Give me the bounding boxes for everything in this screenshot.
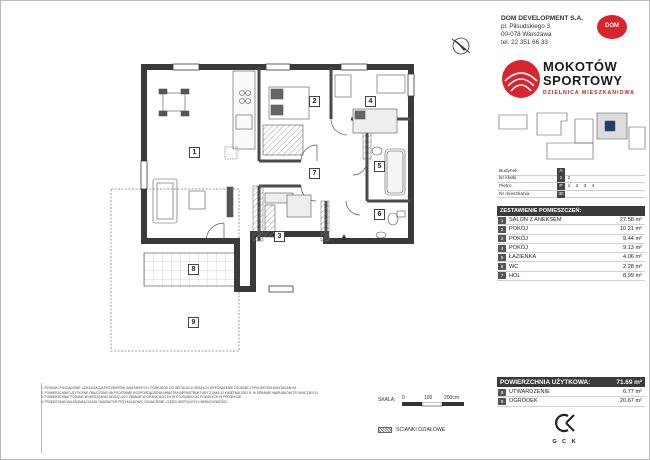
developer-info — [501, 15, 601, 47]
room-label-1: 1 — [189, 147, 200, 158]
room-row — [497, 253, 645, 262]
outdoor-name: UTWARDZENIE — [509, 389, 550, 396]
room-index: 3 — [498, 235, 506, 242]
kitchen-counter — [233, 71, 255, 149]
total-area-value: 71.69 m² — [616, 378, 642, 386]
outdoor-table — [497, 388, 645, 407]
spec-label: Budynek — [499, 168, 518, 174]
room-name: WC — [509, 263, 519, 270]
outdoor-area: 6.77 m² — [623, 389, 642, 396]
room-index: 6 — [498, 263, 506, 270]
spec-cell: 30 — [558, 191, 564, 197]
rooms-header: ZESTAWIENIE POMIESZCZEŃ: — [497, 206, 645, 216]
outdoor-index: 9 — [498, 398, 506, 405]
room-index: 2 — [498, 226, 506, 233]
room-area: 8.99 m² — [623, 272, 642, 279]
floor-plan — [1, 1, 491, 381]
developer-address-2: 00-078 Warszawa — [501, 31, 552, 38]
room-name: POKÓJ — [509, 245, 528, 252]
room-label-7: 7 — [309, 168, 320, 179]
room-name: ŁAZIENKA — [509, 254, 537, 261]
walls-legend — [378, 426, 488, 436]
room-name: SALON Z ANEKSEM — [509, 217, 562, 224]
spec-label: Nr klatki — [499, 176, 517, 182]
scale-bar-graphic — [402, 402, 478, 408]
gck-logo-icon — [554, 413, 576, 433]
walls-legend-swatch — [378, 427, 392, 433]
outdoor-row — [497, 388, 645, 397]
room-label-8: 8 — [188, 264, 199, 275]
developer-name: DOM DEVELOPMENT S.A. — [501, 15, 584, 22]
room-index: 7 — [498, 272, 506, 279]
spec-cell: 2 — [575, 183, 579, 189]
spec-cell: 1 — [557, 175, 565, 182]
spec-cell: A — [557, 168, 565, 175]
note-2: 2. POWIERZCHNIE UŻYTKOWE OBLICZONE NA PODSTAWIE ROZPORZĄDZENIA MINISTRA INFRASTRUKTURY Z DNIA 12 KWIETNIA 2002 R. W SPRAWIE WARUNKÓW TECHNICZNYCH. — [41, 390, 319, 395]
spec-cell: 1 — [567, 183, 571, 189]
scale-min: 0 — [402, 395, 405, 401]
room-area: 4.06 m² — [623, 254, 642, 261]
outdoor-name: OGRÓDEK — [509, 398, 538, 405]
room-row — [497, 262, 645, 271]
spec-cell: 4 — [591, 183, 595, 189]
scale-bar — [378, 393, 488, 413]
developer-address-1: pl. Piłsudskiego 3 — [501, 23, 551, 30]
scale-mid: 100 — [424, 395, 433, 401]
walls-legend-label: ŚCIANKI DZIAŁOWE — [396, 427, 446, 433]
building-key-plan — [497, 109, 647, 163]
room-label-6: 6 — [374, 209, 385, 220]
room-label-4: 4 — [365, 96, 376, 107]
info-panel — [493, 1, 650, 460]
brand-line-2: SPORTOWY — [543, 73, 623, 88]
scale-label: SKALA: — [378, 397, 396, 403]
spec-row-apartment — [497, 191, 645, 199]
total-area-label: POWIERZCHNIA UŻYTKOWA: — [500, 378, 591, 386]
outdoor-area: 20.67 m² — [619, 398, 642, 405]
spec-cell: P — [557, 183, 565, 190]
room-index: 5 — [498, 254, 506, 261]
gck-logo-text: G C K — [552, 439, 578, 445]
floor-plan-drawing — [1, 1, 491, 381]
room-row — [497, 235, 645, 244]
room-row — [497, 225, 645, 234]
bedroom-3-furniture — [265, 193, 311, 237]
brand-line-1: MOKOTÓW — [543, 59, 618, 74]
spec-label: Nr mieszkania — [499, 191, 530, 197]
developer-phone: tel. 22 351 66 33 — [501, 39, 548, 46]
brand-emblem-icon — [501, 59, 541, 99]
spec-row-floor — [497, 183, 645, 191]
room-label-5: 5 — [374, 161, 385, 172]
north-arrow-icon — [452, 38, 470, 54]
room-row — [497, 216, 645, 225]
dining-table — [159, 89, 189, 116]
room-index: 1 — [498, 217, 506, 224]
room-row — [497, 272, 645, 281]
room-area: 27.58 m² — [619, 217, 642, 224]
brand-subtitle: DZIELNICA MIESZKANIOWA — [543, 90, 635, 96]
spec-cell: 2 — [567, 176, 571, 182]
gck-logo — [545, 413, 585, 449]
scale-max: 200cm — [444, 395, 460, 401]
room-name: HOL — [509, 272, 521, 279]
outdoor-row — [497, 397, 645, 406]
room-area: 10.21 m² — [619, 226, 642, 233]
dom-logo: DOM — [597, 15, 627, 39]
room-name: POKÓJ — [509, 235, 528, 242]
spec-label: Piętro — [499, 183, 512, 189]
outdoor-index: 8 — [498, 389, 506, 396]
entrance-arrow — [341, 234, 347, 240]
note-4: 4. PRZEDSTAWIONA ARANŻACJA MA CHARAKTER PRZYKŁADOWY, OZNACZENIE CZĘŚCI WSPÓLNYCH NIERUCHOMOŚCI. — [41, 400, 228, 405]
spec-cell: 3 — [583, 183, 587, 189]
room-label-3: 3 — [274, 231, 285, 242]
brand-logo — [501, 57, 641, 105]
room-index: 4 — [498, 245, 506, 252]
room-name: POKÓJ — [509, 226, 528, 233]
room-label-2: 2 — [309, 96, 320, 107]
rooms-table — [497, 206, 645, 281]
room-label-9: 9 — [188, 317, 199, 328]
bedroom-2-furniture — [263, 87, 309, 155]
note-1: 1. RYSUNKI POGLĄDOWE. LOKALIZACJA PRZYBORÓW SANITARNYCH, PODEJŚCIE DO INSTALACJI ORAZ ICH WYPOSAŻENIE ZGODNIE Z PROJEKTEM BUDOWLANYM. — [41, 386, 297, 390]
room-area: 2.28 m² — [623, 263, 642, 270]
room-area: 9.13 m² — [623, 245, 642, 252]
total-area — [497, 377, 645, 387]
apartment-spec — [497, 168, 645, 198]
brand-text — [543, 60, 635, 96]
room-area: 9.44 m² — [623, 235, 642, 242]
room-row — [497, 244, 645, 253]
note-3: 3. POWIERZCHNIE PODANE W MIESZKANIU MOGĄ ULEC ZMIANIE W GRANICACH 3% W STOSUNKU DO PODANYCH W PROJEKCIE. — [41, 395, 242, 400]
